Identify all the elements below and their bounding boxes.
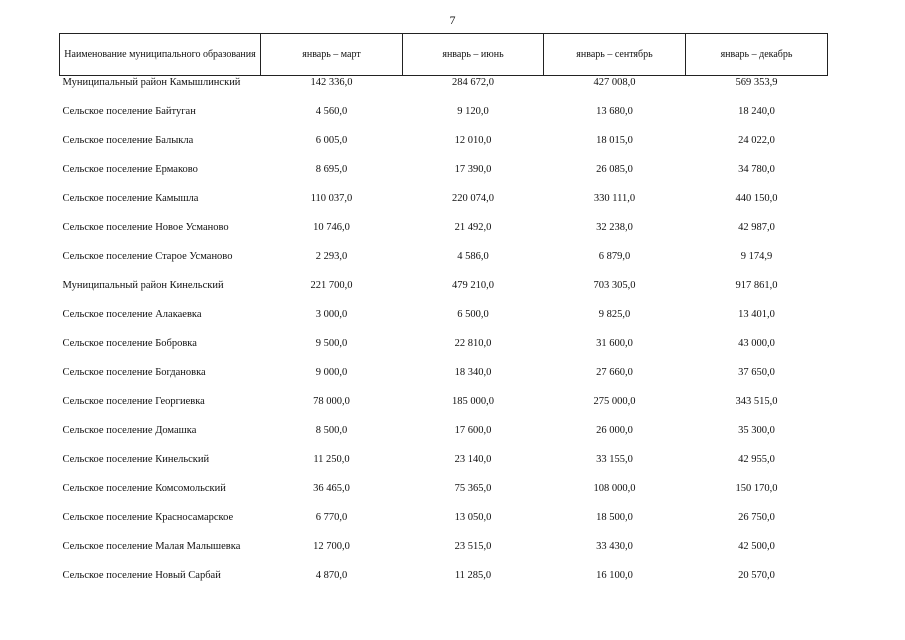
municipality-name: Сельское поселение Ермаково <box>62 164 198 175</box>
table-row <box>60 279 828 308</box>
jan-mar-value: 6 005,0 <box>315 135 348 146</box>
jan-jun-value: 17 390,0 <box>454 164 492 175</box>
jan-dec-value: 42 500,0 <box>738 541 775 552</box>
jan-jun-value: 4 586,0 <box>457 251 489 262</box>
municipality-name: Сельское поселение Красносамарское <box>62 512 234 523</box>
jan-dec-value: 343 515,0 <box>735 396 778 407</box>
jan-mar-value: 36 465,0 <box>313 483 350 494</box>
municipality-name: Сельское поселение Новое Усманово <box>62 222 229 233</box>
jan-sep-value: 275 000,0 <box>593 396 636 407</box>
header-jan-dec: январь – декабрь <box>686 34 828 76</box>
header-jan-sep: январь – сентябрь <box>544 34 686 76</box>
jan-dec-value: 43 000,0 <box>738 338 775 349</box>
jan-dec-value: 42 987,0 <box>738 222 775 233</box>
jan-sep-value: 26 000,0 <box>596 425 633 436</box>
jan-sep-value: 16 100,0 <box>596 570 633 581</box>
jan-jun-value: 220 074,0 <box>452 193 494 204</box>
table-row <box>60 482 828 511</box>
jan-sep-value: 18 500,0 <box>596 512 633 523</box>
jan-jun-value: 21 492,0 <box>454 222 492 233</box>
jan-mar-value: 8 500,0 <box>315 425 348 436</box>
jan-mar-value: 4 870,0 <box>315 570 348 581</box>
jan-sep-value: 9 825,0 <box>598 309 631 320</box>
table-row <box>60 134 828 163</box>
jan-dec-value: 917 861,0 <box>735 280 778 291</box>
jan-dec-value: 13 401,0 <box>738 309 775 320</box>
table-row <box>60 511 828 540</box>
table-header <box>60 34 828 76</box>
jan-jun-value: 22 810,0 <box>454 338 492 349</box>
municipality-name: Сельское поселение Алакаевка <box>62 309 202 320</box>
jan-mar-value: 78 000,0 <box>313 396 350 407</box>
jan-jun-value: 23 140,0 <box>454 454 492 465</box>
municipality-name: Муниципальный район Кинельский <box>62 280 224 291</box>
jan-sep-value: 330 111,0 <box>593 193 636 204</box>
jan-sep-value: 33 155,0 <box>596 454 633 465</box>
jan-jun-value: 11 285,0 <box>454 570 492 581</box>
jan-jun-value: 23 515,0 <box>454 541 492 552</box>
jan-sep-value: 6 879,0 <box>598 251 631 262</box>
municipality-name: Сельское поселение Камышла <box>62 193 199 204</box>
jan-jun-value: 6 500,0 <box>457 309 489 320</box>
jan-sep-value: 427 008,0 <box>593 77 636 88</box>
jan-dec-value: 9 174,9 <box>740 251 773 262</box>
jan-dec-value: 35 300,0 <box>738 425 775 436</box>
jan-sep-value: 26 085,0 <box>596 164 633 175</box>
table-row <box>60 192 828 221</box>
jan-mar-value: 8 695,0 <box>315 164 348 175</box>
jan-sep-value: 33 430,0 <box>596 541 633 552</box>
municipality-name: Сельское поселение Домашка <box>62 425 197 436</box>
jan-mar-value: 110 037,0 <box>310 193 353 204</box>
jan-mar-value: 142 336,0 <box>310 77 353 88</box>
municipality-name: Сельское поселение Бобровка <box>62 338 197 349</box>
jan-jun-value: 284 672,0 <box>452 77 494 88</box>
jan-dec-value: 24 022,0 <box>738 135 775 146</box>
jan-dec-value: 26 750,0 <box>738 512 775 523</box>
municipality-name: Сельское поселение Комсомольский <box>62 483 226 494</box>
jan-dec-value: 440 150,0 <box>735 193 778 204</box>
jan-jun-value: 12 010,0 <box>454 135 492 146</box>
municipality-name: Сельское поселение Старое Усманово <box>62 251 233 262</box>
jan-dec-value: 37 650,0 <box>738 367 775 378</box>
page-number: 7 <box>449 13 456 27</box>
table-row <box>60 105 828 134</box>
table-row <box>60 163 828 192</box>
table-row <box>60 395 828 424</box>
table-row <box>60 337 828 366</box>
table-row <box>60 569 828 598</box>
table-row <box>60 76 828 106</box>
jan-dec-value: 150 170,0 <box>735 483 778 494</box>
table-row <box>60 540 828 569</box>
jan-mar-value: 4 560,0 <box>315 106 348 117</box>
table-row <box>60 424 828 453</box>
table-row <box>60 366 828 395</box>
municipality-name: Сельское поселение Байтуган <box>62 106 196 117</box>
table-row <box>60 250 828 279</box>
table-row <box>60 453 828 482</box>
jan-sep-value: 32 238,0 <box>596 222 633 233</box>
jan-dec-value: 20 570,0 <box>738 570 775 581</box>
jan-mar-value: 10 746,0 <box>313 222 350 233</box>
municipality-name: Сельское поселение Кинельский <box>62 454 210 465</box>
jan-mar-value: 9 500,0 <box>315 338 348 349</box>
jan-mar-value: 12 700,0 <box>313 541 350 552</box>
municipality-name: Сельское поселение Малая Малышевка <box>62 541 241 552</box>
jan-mar-value: 6 770,0 <box>315 512 348 523</box>
jan-jun-value: 13 050,0 <box>454 512 492 523</box>
municipality-name: Сельское поселение Новый Сарбай <box>62 570 221 581</box>
jan-sep-value: 31 600,0 <box>596 338 633 349</box>
table-body <box>60 76 828 599</box>
jan-jun-value: 9 120,0 <box>457 106 489 117</box>
jan-mar-value: 9 000,0 <box>315 367 348 378</box>
jan-sep-value: 108 000,0 <box>593 483 636 494</box>
jan-mar-value: 3 000,0 <box>315 309 348 320</box>
municipality-name: Сельское поселение Балыкла <box>62 135 194 146</box>
jan-dec-value: 34 780,0 <box>738 164 775 175</box>
jan-sep-value: 703 305,0 <box>593 280 636 291</box>
jan-jun-value: 17 600,0 <box>454 425 492 436</box>
jan-sep-value: 13 680,0 <box>596 106 633 117</box>
municipality-name: Муниципальный район Камышлинский <box>62 77 241 88</box>
header-jan-jun: январь – июнь <box>403 34 544 76</box>
jan-mar-value: 11 250,0 <box>313 454 350 465</box>
jan-mar-value: 221 700,0 <box>310 280 353 291</box>
municipality-name: Сельское поселение Богдановка <box>62 367 206 378</box>
jan-dec-value: 18 240,0 <box>738 106 775 117</box>
jan-jun-value: 479 210,0 <box>452 280 494 291</box>
table-row <box>60 221 828 250</box>
jan-jun-value: 185 000,0 <box>452 396 494 407</box>
jan-dec-value: 569 353,9 <box>735 77 778 88</box>
jan-dec-value: 42 955,0 <box>738 454 775 465</box>
jan-sep-value: 27 660,0 <box>596 367 633 378</box>
header-row <box>60 34 828 76</box>
table-row <box>60 308 828 337</box>
header-municipality: Наименование муниципального образования <box>60 34 261 76</box>
header-jan-mar: январь – март <box>261 34 403 76</box>
budget-table <box>59 33 828 598</box>
jan-jun-value: 18 340,0 <box>454 367 492 378</box>
jan-jun-value: 75 365,0 <box>454 483 492 494</box>
jan-mar-value: 2 293,0 <box>315 251 348 262</box>
jan-sep-value: 18 015,0 <box>596 135 633 146</box>
municipality-name: Сельское поселение Георгиевка <box>62 396 205 407</box>
